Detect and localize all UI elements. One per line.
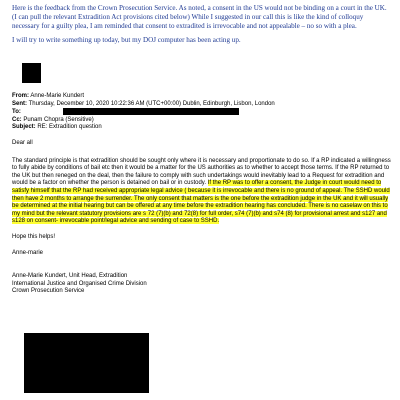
from-label: From: <box>12 93 29 99</box>
redaction-block-contact <box>24 333 149 393</box>
forward-note <box>12 4 392 50</box>
closing-line: Hope this helps! <box>12 233 56 240</box>
signature-line-2: International Justice and Organised Crime Division <box>12 280 147 287</box>
redaction-block-sender <box>22 63 41 83</box>
body-paragraph <box>12 158 394 226</box>
cc-value: Punam Chopra (Sensitive) <box>23 116 94 123</box>
to-label: To: <box>12 109 21 116</box>
intro-paragraph: Here is the feedback from the Crown Prosecution Service. As noted, a consent in the US would not be binding on a court in the UK. (I can pull the relevant Extradition Act provisions cited below) While I suggested in our call this is like the kind of colloquy necessary for a guilty plea, I am reminded that consent to extradited is irrevocable and not appealable – no so with a plea. <box>12 4 387 30</box>
body-text-highlighted: If the RP was to offer a consent, the Judge in court would need to satisfy himself that the RP had received appropriate legal advice ( because it is irrevocable and there is no ground of appeal. The SSHD would then have 2 months to arrange the surrender. The only consent that matters is the one before the extradition judge in the UK and it will usually be determined at the initial hearing but can be offered at any time before the extradition hearing has concluded. There is no caselaw on this to my mind but the relevant statutory provisions are s 72 (7)(b) and 72(8) for full order, s74 (7)(b) and s74 (8) for provisional arrest and s127 and s128 on consent- irrevocable point/legal advice and sending of case to SSHD. <box>12 180 390 225</box>
signature-line-1: Anne-Marie Kundert, Unit Head, Extradition <box>12 273 128 280</box>
email-message <box>12 93 394 296</box>
intro-paragraph-2: I will try to write something up today, but my DOJ computer has been acting up. <box>12 36 241 44</box>
redaction-block-to <box>63 108 239 115</box>
subject-label: Subject: <box>12 124 36 131</box>
greeting: Dear all <box>12 140 33 147</box>
body-text-plain: The standard principle is that extradition should be sought only where it is necessary and proportionate to do so. If a RP indicated a willingness to fully abide by conditions of bail etc then it would be a matter for the US authorities as to whether to accept those terms. If the RP returned to the UK but then reneged on the deal, then the failure to comply with such undertakings would inevitably lead to a Request for extradition and would be a factor on whether the person is detained on bail or in custody. <box>12 157 391 187</box>
cc-line <box>12 117 394 125</box>
sent-value: Thursday, December 10, 2020 10:22:36 AM (UTC+00:00) Dublin, Edinburgh, Lisbon, London <box>28 100 275 107</box>
sent-line <box>12 101 394 109</box>
subject-value: RE: Extradition question <box>37 124 102 131</box>
from-value: Anne-Marie Kundert <box>30 93 85 99</box>
signoff: Anne-marie <box>12 249 44 256</box>
cc-label: Cc: <box>12 116 22 123</box>
signature-line-3: Crown Prosecution Service <box>12 288 85 295</box>
sent-label: Sent: <box>12 100 27 107</box>
signature-block <box>12 273 394 296</box>
to-line <box>12 108 394 117</box>
subject-line <box>12 124 394 132</box>
from-line <box>12 93 394 101</box>
